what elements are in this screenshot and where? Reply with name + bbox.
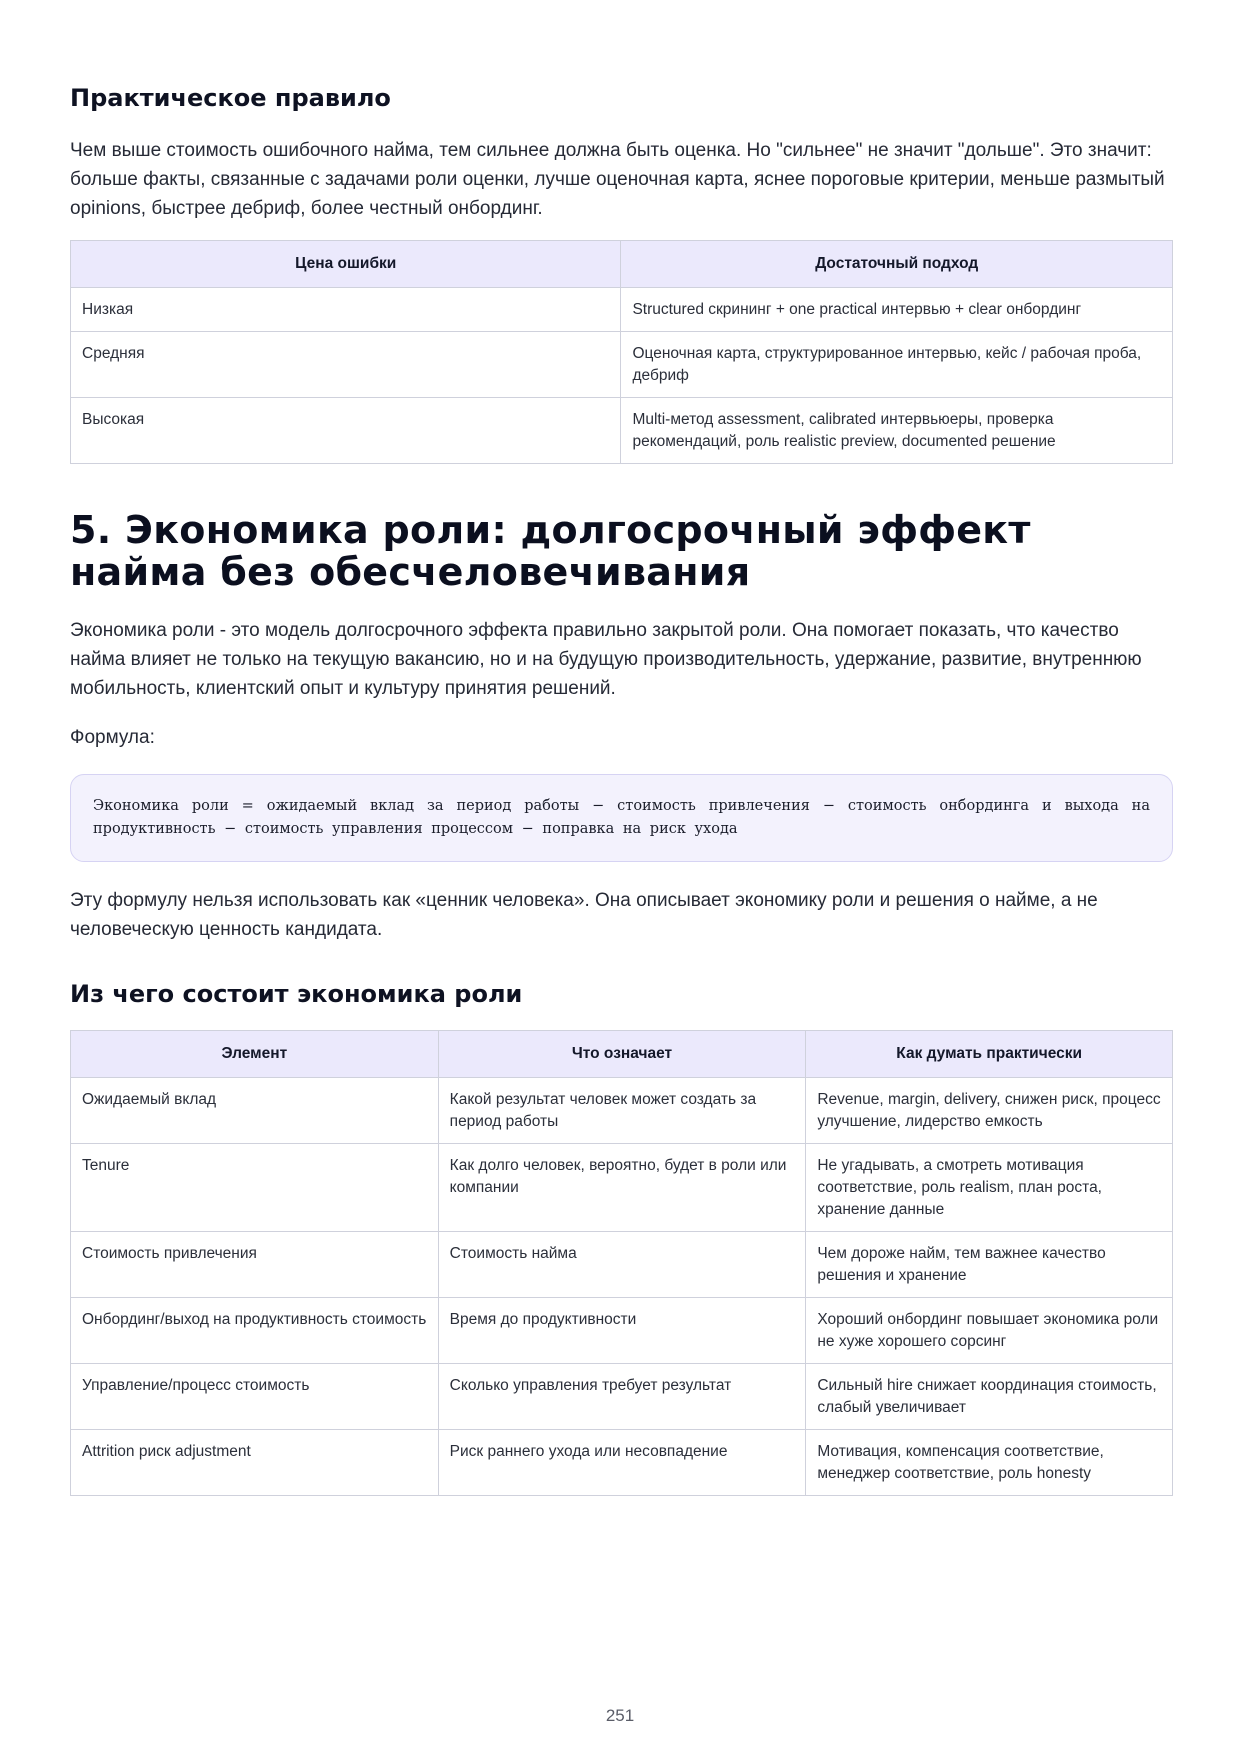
table-row xyxy=(71,288,1173,332)
table-row xyxy=(71,1232,1173,1298)
table-cell: Стоимость привлечения xyxy=(71,1232,439,1298)
table-header-row xyxy=(71,241,1173,288)
table-cell: Риск раннего ухода или несовпадение xyxy=(438,1430,806,1496)
page-number: 251 xyxy=(605,1706,635,1725)
column-header: Цена ошибки xyxy=(71,241,621,288)
table-cell: Как долго человек, вероятно, будет в роли или компании xyxy=(438,1144,806,1232)
table-cell: Оценочная карта, структурированное интервью, кейс / рабочая проба, дебриф xyxy=(621,332,1173,398)
error-cost-table xyxy=(70,240,1173,464)
table-cell: Какой результат человек может создать за период работы xyxy=(438,1078,806,1144)
table-row xyxy=(71,332,1173,398)
table-cell: Attrition риск adjustment xyxy=(71,1430,439,1496)
table-row xyxy=(71,1430,1173,1496)
table-header-row xyxy=(71,1031,1173,1078)
table-cell: Tenure xyxy=(71,1144,439,1232)
table-cell: Чем дороже найм, тем важнее качество решения и хранение xyxy=(806,1232,1173,1298)
section-title: 5. Экономика роли: долгосрочный эффект найма без обесчеловечивания xyxy=(70,508,1031,594)
section-heading-components: Из чего состоит экономика роли xyxy=(70,980,523,1008)
table-cell: Стоимость найма xyxy=(438,1232,806,1298)
table-cell: Не угадывать, а смотреть мотивация соответствие, роль realism, план роста, хранение данные xyxy=(806,1144,1173,1232)
table-row xyxy=(71,1078,1173,1144)
table-row xyxy=(71,1144,1173,1232)
table-cell: Ожидаемый вклад xyxy=(71,1078,439,1144)
practical-rule-paragraph: Чем выше стоимость ошибочного найма, тем сильнее должна быть оценка. Но "сильнее" не значит "дольше". Это значит: больше факты, связанные с задачами роли оценки, лучше оценочная карта, яснее пороговые критерии, меньше размытый opinions, быстрее дебриф, более честный онбординг. xyxy=(70,140,1165,219)
table-cell: Низкая xyxy=(71,288,621,332)
table-cell: Мотивация, компенсация соответствие, менеджер соответствие, роль honesty xyxy=(806,1430,1173,1496)
formula-label: Формула: xyxy=(70,727,155,748)
section-intro-paragraph: Экономика роли - это модель долгосрочного эффекта правильно закрытой роли. Она помогает показать, что качество найма влияет не только на текущую вакансию, но и на будущую производительность, удержание, развитие, внутреннюю мобильность, клиентский опыт и культуру принятия решений. xyxy=(70,620,1142,699)
table-cell: Revenue, margin, delivery, снижен риск, процесс улучшение, лидерство емкость xyxy=(806,1078,1173,1144)
formula-note-paragraph: Эту формулу нельзя использовать как «ценник человека». Она описывает экономику роли и решения о найме, а не человеческую ценность кандидата. xyxy=(70,890,1098,940)
role-economics-table xyxy=(70,1030,1173,1496)
column-header: Элемент xyxy=(71,1031,439,1078)
section-heading-practical-rule: Практическое правило xyxy=(70,84,391,112)
column-header: Как думать практически xyxy=(806,1031,1173,1078)
table-cell: Structured скрининг + one practical интервью + clear онбординг xyxy=(621,288,1173,332)
table-cell: Управление/процесс стоимость xyxy=(71,1364,439,1430)
table-cell: Средняя xyxy=(71,332,621,398)
formula-box xyxy=(70,774,1173,862)
table-cell: Сколько управления требует результат xyxy=(438,1364,806,1430)
column-header: Что означает xyxy=(438,1031,806,1078)
table-row xyxy=(71,398,1173,464)
table-cell: Multi-метод assessment, calibrated интервьюеры, проверка рекомендаций, роль realistic preview, documented решение xyxy=(621,398,1173,464)
table-row xyxy=(71,1298,1173,1364)
table-row xyxy=(71,1364,1173,1430)
table-cell: Сильный hire снижает координация стоимость, слабый увеличивает xyxy=(806,1364,1173,1430)
table-cell: Онбординг/выход на продуктивность стоимость xyxy=(71,1298,439,1364)
table-cell: Высокая xyxy=(71,398,621,464)
table-cell: Время до продуктивности xyxy=(438,1298,806,1364)
formula-text: Экономика роли = ожидаемый вклад за период работы − стоимость привлечения − стоимость онбординга и выхода на продуктивность − стоимость управления процессом − поправка на риск ухода xyxy=(93,798,1150,837)
column-header: Достаточный подход xyxy=(621,241,1173,288)
table-cell: Хороший онбординг повышает экономика роли не хуже хорошего сорсинг xyxy=(806,1298,1173,1364)
